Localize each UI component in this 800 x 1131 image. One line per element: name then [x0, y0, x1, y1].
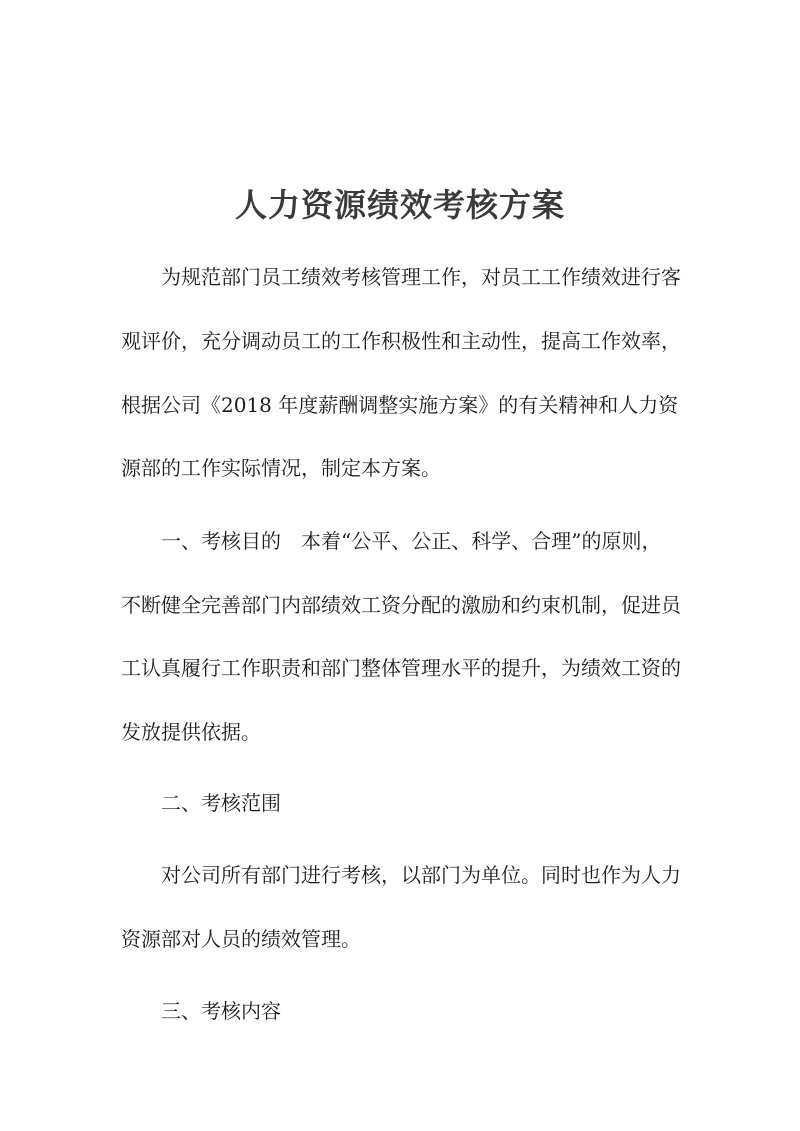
paragraph-line: 观评价，充分调动员工的工作积极性和主动性，提高工作效率，: [121, 329, 681, 353]
paragraph-line: 工认真履行工作职责和部门整体管理水平的提升，为绩效工资的: [121, 656, 681, 680]
section-heading: 二、考核范围: [161, 791, 281, 815]
paragraph-line: 资源部对人员的绩效管理。: [121, 927, 361, 951]
paragraph-line: 对公司所有部门进行考核，以部门为单位。同时也作为人力: [161, 863, 681, 887]
section-heading-line: 一、考核目的 本着“公平、公正、科学、合理”的原则，: [161, 529, 662, 553]
paragraph-line: 为规范部门员工绩效考核管理工作，对员工工作绩效进行客: [161, 265, 681, 289]
section-heading: 三、考核内容: [161, 999, 281, 1023]
paragraph-line: 不断健全完善部门内部绩效工资分配的激励和约束机制，促进员: [121, 593, 681, 617]
document-title: 人力资源绩效考核方案: [234, 186, 565, 224]
paragraph-line: 源部的工作实际情况，制定本方案。: [121, 456, 441, 480]
paragraph-line: 发放提供依据。: [121, 720, 261, 744]
paragraph-line: 根据公司《2018 年度薪酬调整实施方案》的有关精神和人力资: [121, 393, 679, 417]
